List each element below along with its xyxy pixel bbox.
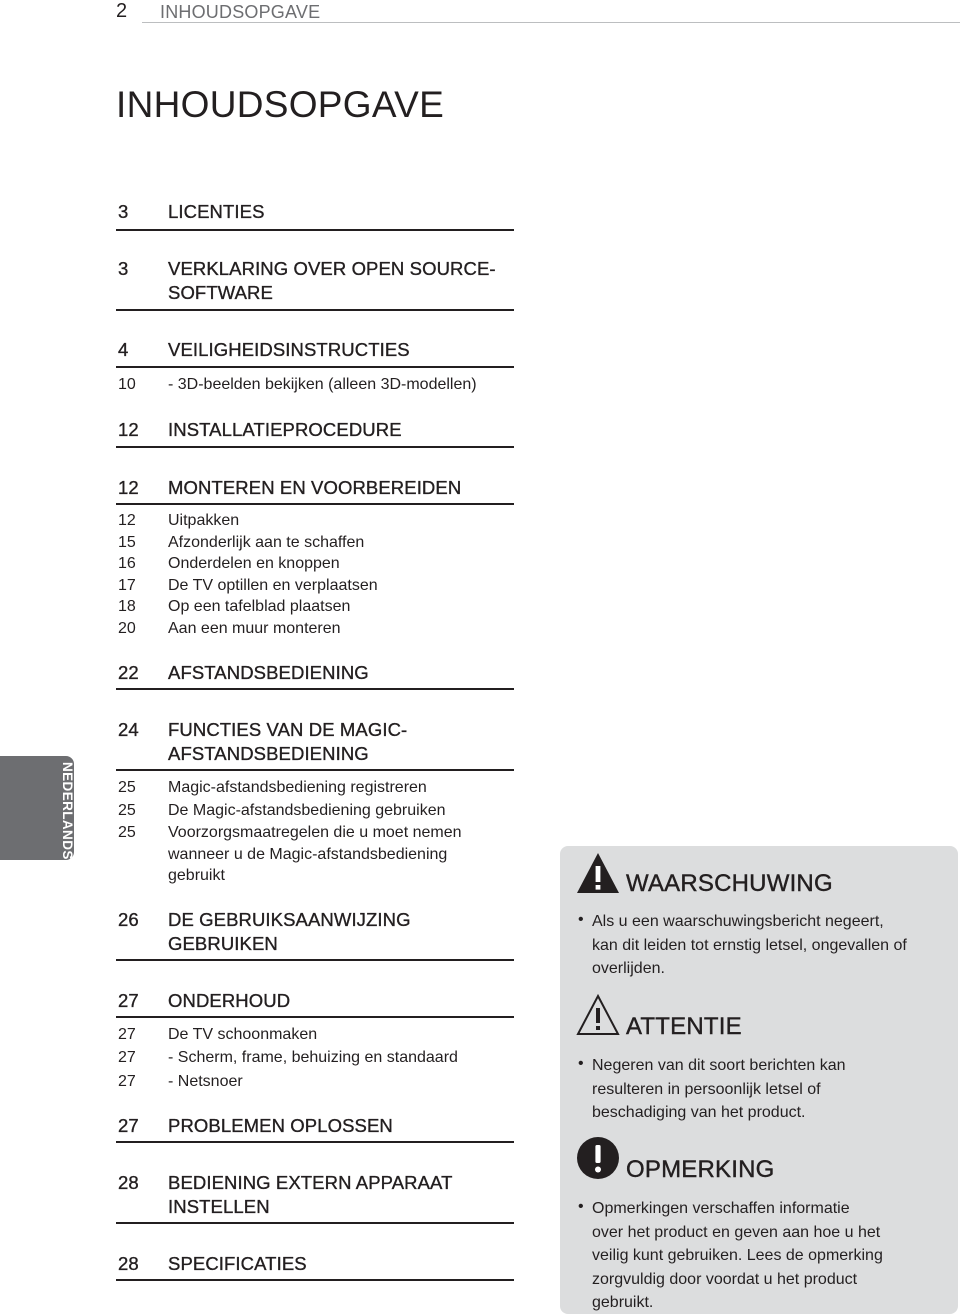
toc-page: 27 [118, 1115, 139, 1136]
toc-title-line: VERKLARING OVER OPEN SOURCE- [168, 258, 496, 279]
toc-page: 24 [118, 719, 139, 740]
notice-line: Opmerkingen verschaffen informatie [592, 1200, 850, 1217]
toc-title-line: SOFTWARE [168, 282, 273, 303]
toc-divider [116, 366, 514, 368]
notice-line: beschadiging van het product. [592, 1104, 806, 1121]
notice-body [592, 1197, 944, 1315]
notice-line: resulteren in persoonlijk letsel of [592, 1080, 821, 1098]
notice-line: veilig kunt gebruiken. Lees de opmerking [592, 1247, 883, 1264]
toc-title: Onderdelen en knoppen [168, 555, 340, 572]
notice-line: Als u een waarschuwingsbericht negeert, [592, 913, 884, 930]
page-header [0, 0, 960, 22]
toc-title [168, 1171, 514, 1219]
toc-page: 12 [118, 512, 136, 529]
exclamation-circle-icon [575, 1136, 621, 1182]
toc-title: Magic-afstandsbediening registreren [168, 779, 427, 796]
toc-title: Uitpakken [168, 512, 240, 529]
toc-title-line: DE GEBRUIKSAANWIJZING [168, 909, 411, 930]
notice-title: ATTENTIE [626, 1013, 742, 1040]
toc-page: 12 [118, 477, 139, 498]
toc-title-line: wanneer u de Magic-afstandsbediening [168, 845, 448, 863]
toc-divider [116, 1016, 514, 1018]
toc-title: Afzonderlijk aan te schaffen [168, 534, 365, 551]
notice-line: zorgvuldig door voordat u het product [592, 1270, 858, 1288]
toc-page: 25 [118, 779, 136, 796]
toc-title-line: gebruikt [168, 867, 225, 884]
toc-title-line: GEBRUIKEN [168, 933, 278, 954]
toc-title-line: Voorzorgsmaatregelen die u moet nemen [168, 824, 462, 841]
toc-title: De TV schoonmaken [168, 1026, 318, 1043]
language-label: NEDERLANDS [60, 762, 75, 860]
toc-page: 20 [118, 620, 136, 637]
toc-title: INSTALLATIEPROCEDURE [168, 419, 402, 440]
notice-title: WAARSCHUWING [626, 870, 833, 897]
toc-page: 28 [118, 1172, 139, 1193]
toc-divider [116, 1222, 514, 1224]
toc-title: De TV optillen en verplaatsen [168, 577, 378, 594]
toc-title: De Magic-afstandsbediening gebruiken [168, 802, 446, 819]
toc-title: LICENTIES [168, 201, 265, 222]
toc-title: SPECIFICATIES [168, 1253, 307, 1274]
page-number: 2 [116, 0, 128, 22]
toc-page: 17 [118, 577, 136, 594]
toc-title: PROBLEMEN OPLOSSEN [168, 1115, 393, 1136]
toc-divider [116, 229, 514, 231]
page-title: INHOUDSOPGAVE [116, 84, 445, 125]
toc-divider [116, 503, 514, 505]
notice-line: over het product en geven aan hoe u het [592, 1223, 881, 1241]
notice-line: gebruikt. [592, 1294, 654, 1311]
notice-body [592, 1054, 944, 1125]
toc-title-line: FUNCTIES VAN DE MAGIC- [168, 719, 408, 740]
notice-line: overlijden. [592, 960, 665, 977]
caution-triangle-outline-icon [575, 992, 621, 1038]
toc-title: Aan een muur monteren [168, 620, 341, 637]
notice-body [592, 910, 944, 981]
toc-page: 22 [118, 662, 139, 683]
toc-divider [116, 1141, 514, 1143]
bullet: • [578, 1055, 584, 1072]
toc-divider [116, 688, 514, 690]
toc-title-line: INSTELLEN [168, 1196, 270, 1217]
notice-line: kan dit leiden tot ernstig letsel, ongevallen of [592, 936, 907, 954]
toc-page: 28 [118, 1253, 139, 1274]
toc-title-line: BEDIENING EXTERN APPARAAT [168, 1172, 453, 1193]
toc-page: 25 [118, 824, 136, 841]
bullet: • [578, 1198, 584, 1215]
toc-page: 10 [118, 376, 136, 393]
toc-divider [116, 309, 514, 311]
toc-page: 12 [118, 419, 139, 440]
notice-title: OPMERKING [626, 1156, 775, 1183]
toc-title: Op een tafelblad plaatsen [168, 598, 351, 615]
toc-page: 15 [118, 534, 136, 551]
toc-page: 27 [118, 1026, 136, 1043]
toc-title: ONDERHOUD [168, 990, 291, 1011]
notice-line: Negeren van dit soort berichten kan [592, 1057, 846, 1074]
toc-title-line: AFSTANDSBEDIENING [168, 743, 369, 764]
toc-page: 27 [118, 1073, 136, 1090]
toc-page: 27 [118, 990, 139, 1011]
toc-page: 4 [118, 339, 129, 360]
language-tab [0, 756, 74, 860]
toc-title: - Scherm, frame, behuizing en standaard [168, 1049, 458, 1066]
toc-title [168, 718, 514, 766]
toc-page: 3 [118, 201, 129, 222]
toc-title: - 3D-beelden bekijken (alleen 3D-modellen) [168, 376, 477, 393]
toc-title [168, 822, 514, 887]
toc-page: 25 [118, 802, 136, 819]
toc-title [168, 908, 514, 956]
toc-page: 26 [118, 909, 139, 930]
toc-page: 27 [118, 1049, 136, 1066]
toc-divider [116, 1279, 514, 1281]
toc-divider [116, 959, 514, 961]
toc-title: AFSTANDSBEDIENING [168, 662, 369, 683]
toc-divider [116, 446, 514, 448]
toc-page: 16 [118, 555, 136, 572]
toc-title: - Netsnoer [168, 1073, 243, 1090]
toc-page: 3 [118, 258, 129, 279]
bullet: • [578, 911, 584, 928]
toc-page: 18 [118, 598, 136, 615]
warning-triangle-filled-icon [575, 850, 621, 896]
toc-title [168, 257, 514, 305]
header-divider [142, 22, 960, 23]
toc-title: MONTEREN EN VOORBEREIDEN [168, 477, 462, 498]
toc-divider [116, 769, 514, 771]
header-section-title: INHOUDSOPGAVE [160, 2, 321, 22]
notice-panel [560, 846, 958, 1314]
toc-title: VEILIGHEIDSINSTRUCTIES [168, 339, 410, 360]
